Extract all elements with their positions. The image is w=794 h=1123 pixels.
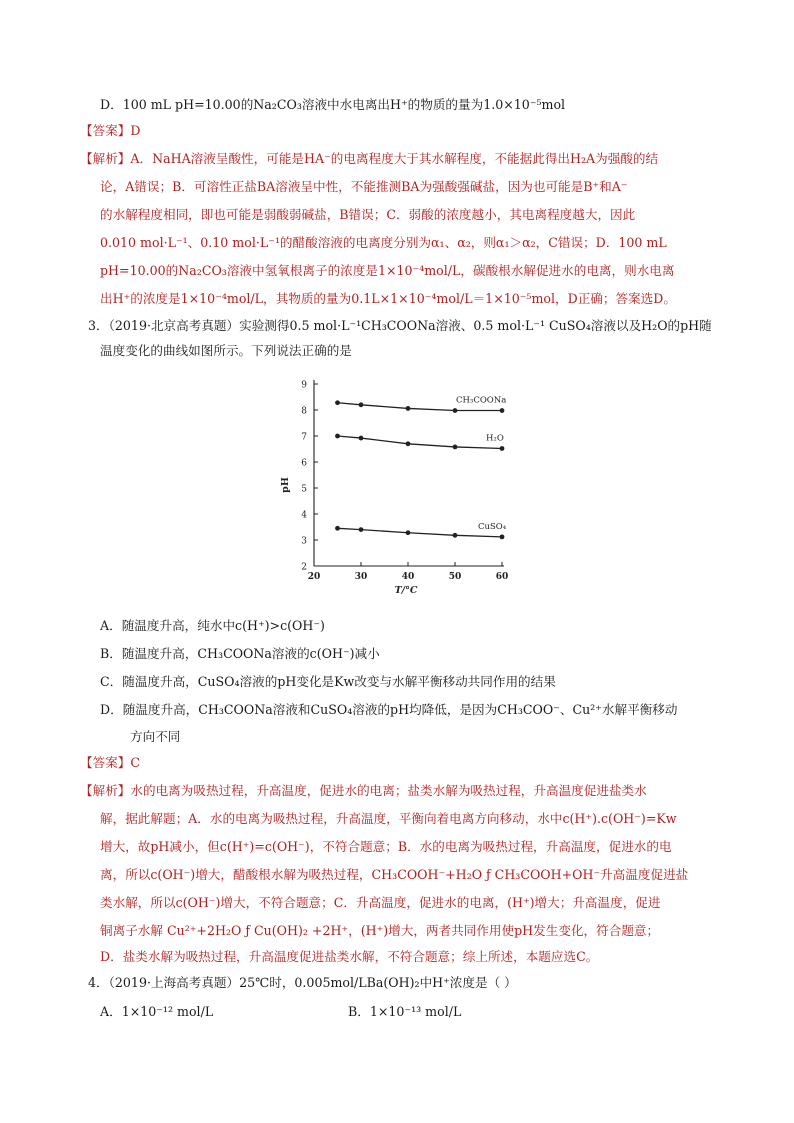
explanation-2-line-4: 离，所以c(OH⁻)增大，醋酸根水解为吸热过程，CH₃COOH⁻+H₂O ƒ CH₃COOH+OH⁻升高温度促进盐: [100, 867, 689, 882]
data-point: [335, 434, 340, 439]
series-label: CuSO₄: [478, 521, 507, 532]
x-tick-label: 30: [354, 572, 368, 582]
data-point: [335, 526, 340, 531]
data-point: [453, 533, 458, 538]
x-tick-label: 50: [448, 572, 462, 582]
data-point: [500, 534, 505, 539]
data-point: [453, 408, 458, 413]
data-point: [406, 441, 411, 446]
explanation-1-line-6: 出H⁺的浓度是1×10⁻⁴mol/L，其物质的量为0.1L×1×10⁻⁴mol/L＝1×10⁻⁵mol，D正确；答案选D。: [100, 291, 676, 306]
explanation-2-line-1: [80, 782, 647, 800]
explanation-label: 【解析】: [80, 151, 131, 166]
explanation-1-line-3: 的水解程度相同，即也可能是弱酸弱碱盐，B错误；C．弱酸的浓度越小，其电离程度越大，因此: [100, 207, 636, 222]
y-tick-label: 5: [301, 484, 307, 495]
answer-2: [80, 754, 140, 772]
explanation-text: 水的电离为吸热过程，升高温度，促进水的电离；盐类水解为吸热过程，升高温度促进盐类水: [130, 783, 647, 798]
explanation-1-line-5: pH=10.00的Na₂CO₃溶液中氢氧根离子的浓度是1×10⁻⁴mol/L，碳酸根水解促进水的电离，则水电离: [100, 263, 675, 278]
y-axis-label: pH: [280, 477, 291, 493]
question-3-line-2: 温度变化的曲线如图所示。下列说法正确的是: [100, 343, 352, 358]
x-tick-label: 20: [307, 572, 321, 582]
explanation-2-line-3: 增大，故pH减小，但c(H⁺)=c(OH⁻)，不符合题意；B．水的电离为吸热过程，升高温度，促进水的电: [100, 839, 672, 854]
y-tick-label: 6: [301, 458, 307, 469]
answer-value: D: [130, 123, 141, 138]
y-tick-label: 2: [301, 562, 307, 573]
option-d-line: D．100 mL pH=10.00的Na₂CO₃溶液中水电离出H⁺的物质的量为1.0×10⁻⁵mol: [100, 97, 566, 112]
option-d-line-1: D．随温度升高，CH₃COONa溶液和CuSO₄溶液的pH均降低，是因为CH₃COO⁻、Cu²⁺水解平衡移动: [100, 702, 678, 717]
option-b: B．随温度升高，CH₃COONa溶液的c(OH⁻)减小: [100, 646, 380, 661]
y-tick-label: 3: [301, 536, 307, 547]
answer-label: 【答案】: [80, 755, 131, 770]
data-point: [359, 527, 364, 532]
answer-label: 【答案】: [80, 123, 131, 138]
x-tick-label: 40: [401, 572, 415, 582]
x-tick-label: 60: [495, 572, 509, 582]
answer-1: [80, 122, 140, 140]
explanation-1-line-2: 论，A错误；B．可溶性正盐BA溶液呈中性，不能推测BA为强酸强碱盐，因为也可能是B⁺和A⁻: [100, 179, 628, 194]
answer-value: C: [130, 755, 141, 770]
x-axis-label: T/°C: [394, 585, 418, 596]
data-point: [406, 406, 411, 411]
question-3-line-1: 3．（2019·北京高考真题）实验测得0.5 mol·L⁻¹CH₃COONa溶液、0.5 mol·L⁻¹ CuSO₄溶液以及H₂O的pH随: [88, 318, 712, 333]
option-a: A．随温度升高，纯水中c(H⁺)>c(OH⁻): [100, 618, 325, 633]
y-tick-label: 8: [301, 406, 307, 417]
data-point: [500, 446, 505, 451]
option-c: C．随温度升高，CuSO₄溶液的pH变化是Kw改变与水解平衡移动共同作用的结果: [100, 674, 556, 689]
explanation-2-line-6: 铜离子水解 Cu²⁺+2H₂O ƒ Cu(OH)₂ +2H⁺，(H⁺)增大，两者共同作用使pH发生变化，符合题意；: [100, 923, 660, 938]
option-d-line-2: 方向不同: [130, 729, 181, 744]
explanation-1-line-1: [80, 150, 658, 168]
y-tick-label: 7: [301, 432, 307, 443]
data-point: [335, 400, 340, 405]
explanation-label: 【解析】: [80, 783, 131, 798]
y-tick-label: 4: [301, 510, 307, 521]
data-point: [453, 445, 458, 450]
chart-svg: [270, 370, 530, 596]
data-point: [359, 402, 364, 407]
data-point: [406, 530, 411, 535]
data-point: [500, 408, 505, 413]
y-tick-label: 9: [301, 380, 307, 391]
explanation-2-line-7: D．盐类水解为吸热过程，升高温度促进盐类水解，不符合题意；综上所述，本题应选C。: [100, 949, 599, 964]
explanation-2-line-2: 解，据此解题；A．水的电离为吸热过程，升高温度，平衡向着电离方向移动，水中c(H⁺).c(OH⁻)=Kw: [100, 811, 677, 826]
explanation-text: A．NaHA溶液呈酸性，可能是HA⁻的电离程度大于其水解程度，不能据此得出H₂A为强酸的结: [130, 151, 659, 166]
series-label: H₂O: [486, 433, 504, 444]
ph-temperature-chart: [270, 370, 530, 596]
series-label: CH₃COONa: [456, 395, 507, 406]
question-4-line-1: 4．（2019·上海高考真题）25℃时，0.005mol/LBa(OH)₂中H⁺浓度是（ ）: [88, 975, 517, 990]
question-4-option-b: B．1×10⁻¹³ mol/L: [348, 1004, 462, 1019]
explanation-2-line-5: 类水解，所以c(OH⁻)增大，不符合题意；C．升高温度，促进水的电离，(H⁺)增大；升高温度，促进: [100, 895, 661, 910]
explanation-1-line-4: 0.010 mol·L⁻¹、0.10 mol·L⁻¹的醋酸溶液的电离度分别为α₁、α₂，则α₁＞α₂，C错误；D．100 mL: [100, 235, 667, 250]
data-point: [359, 436, 364, 441]
question-4-option-a: A．1×10⁻¹² mol/L: [100, 1004, 214, 1019]
